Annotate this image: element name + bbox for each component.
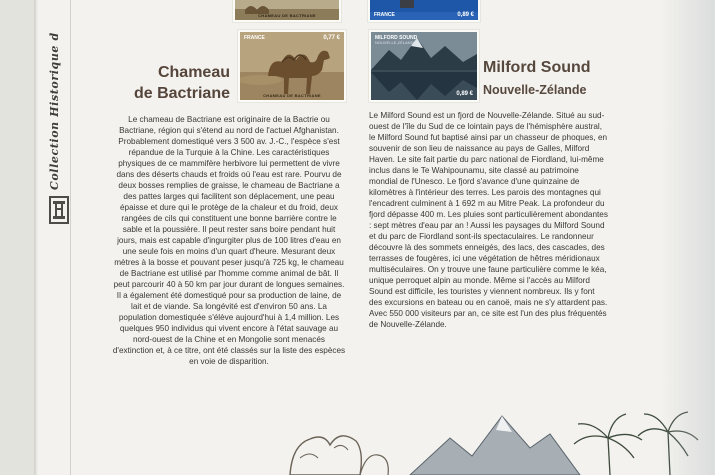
collection-title: Collection Historique d xyxy=(48,32,61,190)
right-title-line1: Milford Sound xyxy=(483,59,591,76)
page-shadow xyxy=(660,0,715,475)
engraving-illustration xyxy=(250,398,710,475)
stamp-price: 0,77 € xyxy=(323,35,340,41)
left-title-line1: Chameau xyxy=(157,64,230,81)
stamp-caption: CHAMEAU DE BACTRIANE xyxy=(263,93,321,98)
right-article-body: Le Milford Sound est un fjord de Nouvelle-Zélande. Situé au sud-ouest de l'île du Sud de ce lointain pays de l'hémisphère austral, le Milford Sound fut baptisé ainsi par un chasseur de phoques, en souvenir de son lieu de naissance au pays de Galles, Milford Haven. Le site fait partie du parc national de Fiordland, lui-même inclus dans le Te Wahipounamu, site classé au patrimoine mondial de l'Unesco. Le fjord s'avance d'une quinzaine de kilomètres à l'intérieur des terres. Les parois des montagnes qui l'encadrent culminent à 1 692 m au Mitre Peak. La profondeur du fjord dépasse 400 m. Les pluies sont particulièrement abondantes : sept mètres d'eau par an ! Aussi les paysages du Milford Sound et du parc de Fiordland sont-ils spectaculaires. Le randonneur découvre là des sommets enneigés, des lacs, des cascades, des terrasses de fougères, ici une végétation de hêtres méridionaux multiséculaires. On y trouve une faune particulière comme le kéa, unique perroquet alpin au monde. Même si l'accès au Milford Sound est difficile, les touristes y viennent nombreux. Ils y font des excursions en bateau ou en canoë, mais ne s'y attardent pas. Avec 550 000 visiteurs par an, ce site est l'un des plus fréquentés de Nouvelle-Zélande. xyxy=(369,111,608,329)
stamp-milford-sound xyxy=(369,30,479,102)
sheet-edge xyxy=(34,0,38,475)
stamp-caption: CHAMEAU DE BACTRIANE xyxy=(258,13,316,18)
stamp-country: MILFORD SOUND xyxy=(375,35,418,41)
left-article-body: Le chameau de Bactriane est originaire de la Bactrie ou Bactriane, région qui s'étend au nord de l'actuel Afghanistan. Probablement domestiqué vers 3 500 av. J.-C., l'espèce s'est répandue de la Turquie à la Chine. Les caractéristiques physiques de ce mammifère herbivore lui permettent de vivre dans des déserts chauds et froids où l'eau est rare. Pourvu de deux bosses remplies de graisse, le chameau de Bactriane a des pattes larges qui facilitent son déplacement, une peau épaisse et dure qui le protège de la chaleur et du froid, deux rangées de cils qui constituent une bonne barrière contre le sable et la poussière. Il peut rester sans boire pendant huit jours, mais est capable d'ingurgiter plus de 100 litres d'eau en une seule fois en moins d'un quart d'heure. Mesurant deux mètres à la bosse et pouvant peser jusqu'à 725 kg, le chameau de Bactriane est utilisé par l'homme comme animal de bât. Il peut parcourir 40 à 50 km par jour durant de longues semaines. Il a également été domestiqué pour sa production de laine, de lait et de viande. Sa longévité est d'environ 50 ans. La population domestiquée s'élève aujourd'hui à 1,4 million. Les quelques 950 individus qui vivent encore à l'état sauvage au nord-ouest de la Chine et en Mongolie sont menacés d'extinction et, à ce titre, ont été classés sur la liste des espèces en voie de disparition. xyxy=(112,115,346,366)
stamp-camel xyxy=(238,30,346,102)
left-title-line2: de Bactriane xyxy=(133,85,230,102)
stamp-country: FRANCE xyxy=(244,35,265,41)
left-article-title xyxy=(110,62,230,104)
stamp-top-left xyxy=(233,0,341,22)
printing-press-icon xyxy=(48,195,70,225)
stamp-top-right xyxy=(368,0,480,22)
stamp-subtitle: NOUVELLE-ZÉLANDE xyxy=(375,40,417,45)
bactrian-camel-icon xyxy=(240,32,344,100)
stamp-country: FRANCE xyxy=(374,12,395,18)
right-title-line2: Nouvelle-Zélande xyxy=(483,83,587,97)
stamp-price: 0,89 € xyxy=(457,12,474,18)
stamp-price: 0,89 € xyxy=(456,91,473,97)
